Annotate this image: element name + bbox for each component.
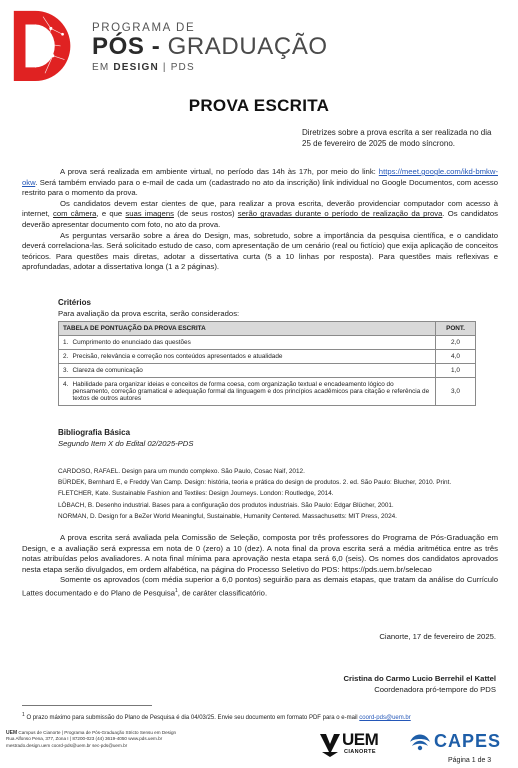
uem-logo-text: UEM (342, 730, 379, 749)
uem-emblem-icon (318, 730, 342, 758)
list-item: BÜRDEK, Bernhard E, e Freddy Van Camp. Design: história, teoria e prática do design de produtos. 2. ed. São Paulo: Blucher, 2010. Print. (58, 479, 452, 487)
table-row (59, 336, 476, 350)
row-number: 2. (59, 350, 69, 364)
footnote (22, 712, 498, 721)
p2-underline-3: serão gravadas durante o período de realização da prova (237, 209, 443, 219)
signer-role: Coordenadora pró-tempore do PDS (374, 685, 496, 694)
p1-text-a: A prova será realizada em ambiente virtual, no período das 14h às 17h, por meio do link: (60, 167, 379, 176)
row-description: Precisão, relevância e correção nos conteúdos apresentados e atualidade (69, 350, 436, 364)
paragraph-questions: As perguntas versarão sobre a área do Design, mas, sobretudo, sobre a importância da pesquisa científica, e o candidato deverá correlaciona-las. Será solicitado estudo de caso, com apresentação de um cenário (real ou fictício) que exija aplicação de conceitos teóricos. Para questões mais diretas, adotar a dissertativa curta (5 a 10 linhas por resposta). Para questões mais reflexivas e aprofundadas, adotar a dissertativa longa (1 a 2 páginas). (22, 230, 498, 272)
bibliography-title: Bibliografia Básica (58, 428, 131, 437)
page-title: PROVA ESCRITA (188, 96, 330, 115)
reference-list (58, 466, 498, 522)
pds-logo-icon (6, 4, 84, 84)
paragraph-format (22, 167, 498, 199)
coord-email-link[interactable]: coord-pds@uem.br (359, 715, 411, 721)
bibliography-section (58, 428, 498, 522)
p2-underline-2: suas imagens (125, 209, 174, 219)
table-header-row (59, 322, 476, 336)
row-points: 2,0 (436, 336, 476, 350)
page-number: Página 1 de 3 (448, 757, 492, 764)
row-number: 3. (59, 364, 69, 378)
evaluation-body (22, 533, 498, 599)
p2-text-a: Os candidatos devem estar cientes de que, para realizar a prova escrita, deverão providenciar computador com acesso à internet, (22, 198, 498, 219)
table-row (59, 364, 476, 378)
footer-line-3: mestrado.design.uem coord-pds@uem.br sec-pds@uem.br (6, 742, 128, 748)
row-description: Habilidade para organizar ideias e conceitos de forma coesa, com organização textual e encadeamento lógico do pensamento, correção gramatical e adequação formal da linguagem e dos princípios acadêmicos para citação e referência de textos de outros autores (69, 378, 436, 406)
next-text-b: , de caráter classificatório. (177, 588, 268, 598)
brand-line-2-rest: GRADUAÇÃO (160, 33, 328, 60)
page-footer (0, 726, 518, 768)
footer-line-1-text: Campus de Cianorte | Programa de Pós-Graduação Stricto Sensu em Design (17, 730, 177, 735)
row-points: 3,0 (436, 378, 476, 406)
row-points: 4,0 (436, 350, 476, 364)
p2-text-d: . Os candidatos deverão apresentar documento com foto, no ato da prova. (22, 209, 498, 229)
next-text-a: Somente os aprovados (com média superior a 6,0 pontos) seguirão para as demais etapas, que tratam da análise do Currículo Lattes documentado e do Plano de Pesquisa (22, 575, 498, 598)
footnote-ref: 1 (175, 587, 178, 594)
uem-logo-sub: CIANORTE (344, 749, 376, 755)
table-header-title: TABELA DE PONTUAÇÃO DA PROVA ESCRITA (59, 322, 436, 336)
capes-logo (408, 730, 512, 754)
list-item: FLETCHER, Kate. Sustainable Fashion and Textiles: Design Journeys. London: Routledge, 2014. (58, 490, 334, 498)
list-item: LÖBACH, B. Desenho industrial. Bases para a configuração dos produtos industriais. São Paulo: Edgar Blücher, 2001. (58, 501, 394, 509)
selection-link[interactable]: https://pds.uem.br/selecao (341, 564, 432, 574)
paragraph-next-steps (22, 575, 498, 599)
brand-line-3-post: | PDS (158, 62, 195, 73)
p1-text-b: . Será também enviado para o e-mail de cada um (cadastrado no ato da inscrição) link individual no Google Documentos, com acesso restrito para o momento da prova. (22, 177, 498, 198)
row-description: Clareza de comunicação (69, 364, 436, 378)
footnote-divider (22, 705, 152, 706)
scoring-table (58, 321, 476, 406)
brand-line-1: PROGRAMA DE (92, 22, 196, 34)
criteria-section (58, 298, 478, 406)
footer-line-2: Rua Alfonso Pena, 377, Zona I | 87200-023 (44) 3619-4050 www.pds.uem.br (6, 736, 163, 742)
eval-text-a: A prova escrita será avaliada pela Comissão de Seleção, composta por três professores do Programa de Pós-Graduação em Design, e a avaliação será expressa em nota de 0 (zero) a 10 (dez). A nota final da prova escrita será a média aritmética entre as três notas atribuídas pelos avaliadores. A nota final mínima para aprovação nesta etapa será 6,0 (seis). Os nomes dos candidatos aprovados nesta etapa serão divulgados, em ordem alfabética, na página do Processo Seletivo do PDS: (22, 533, 498, 574)
directive-note: Diretrizes sobre a prova escrita a ser realizada no dia 25 de fevereiro de 2025 de modo síncrono. (302, 128, 492, 148)
footnote-text: O prazo máximo para submissão do Plano de Pesquisa é dia 04/03/25. Envie seu documento em formato PDF para o e-mail (24, 715, 360, 721)
capes-emblem-icon (408, 730, 432, 752)
document-header (0, 0, 518, 90)
paragraph-evaluation (22, 533, 498, 575)
brand-line-2 (92, 35, 328, 59)
row-description: Cumprimento do enunciado das questões (69, 336, 436, 350)
p2-text-b: , e que (96, 209, 126, 219)
criteria-title: Critérios (58, 298, 91, 307)
table-row (59, 378, 476, 406)
footnote-marker: 1 (22, 712, 25, 718)
table-header-points: PONT. (436, 322, 476, 336)
program-brand (92, 22, 328, 73)
meet-link[interactable]: https://meet.google.com/ikd-bmkw-okw (22, 167, 498, 187)
signature-block (343, 673, 496, 695)
criteria-intro: Para avaliação da prova escrita, serão considerados: (58, 309, 240, 318)
row-number: 4. (59, 378, 69, 406)
brand-line-3 (92, 62, 328, 73)
bibliography-subtitle: Segundo Item X do Edital 02/2025-PDS (58, 439, 194, 448)
capes-logo-text: CAPES (434, 731, 502, 751)
instructions-body (22, 167, 498, 273)
uem-logo (318, 730, 390, 760)
brand-line-3-pre: EM (92, 62, 114, 73)
brand-line-2-bold: PÓS - (92, 33, 161, 60)
row-number: 1. (59, 336, 69, 350)
p2-underline-1: com câmera (53, 209, 97, 219)
row-points: 1,0 (436, 364, 476, 378)
footer-contact (6, 730, 176, 749)
p2-text-c: (de seus rostos) (173, 209, 238, 219)
table-row (59, 350, 476, 364)
list-item: CARDOSO, RAFAEL. Design para um mundo complexo. São Paulo, Cosac Naif, 2012. (58, 468, 305, 475)
paragraph-requirements (22, 199, 498, 231)
signer-name: Cristina do Carmo Lucio Berrehil el Kattel (343, 674, 496, 683)
brand-line-3-bold: DESIGN (113, 62, 159, 73)
footer-uem: UEM (6, 730, 18, 736)
list-item: NORMAN, D. Design for a BeZer World Meaningful, Sustainable, Humanity Centered. Massachusetts: MIT Press, 2024. (58, 512, 397, 520)
document-date: Cianorte, 17 de fevereiro de 2025. (379, 632, 496, 641)
